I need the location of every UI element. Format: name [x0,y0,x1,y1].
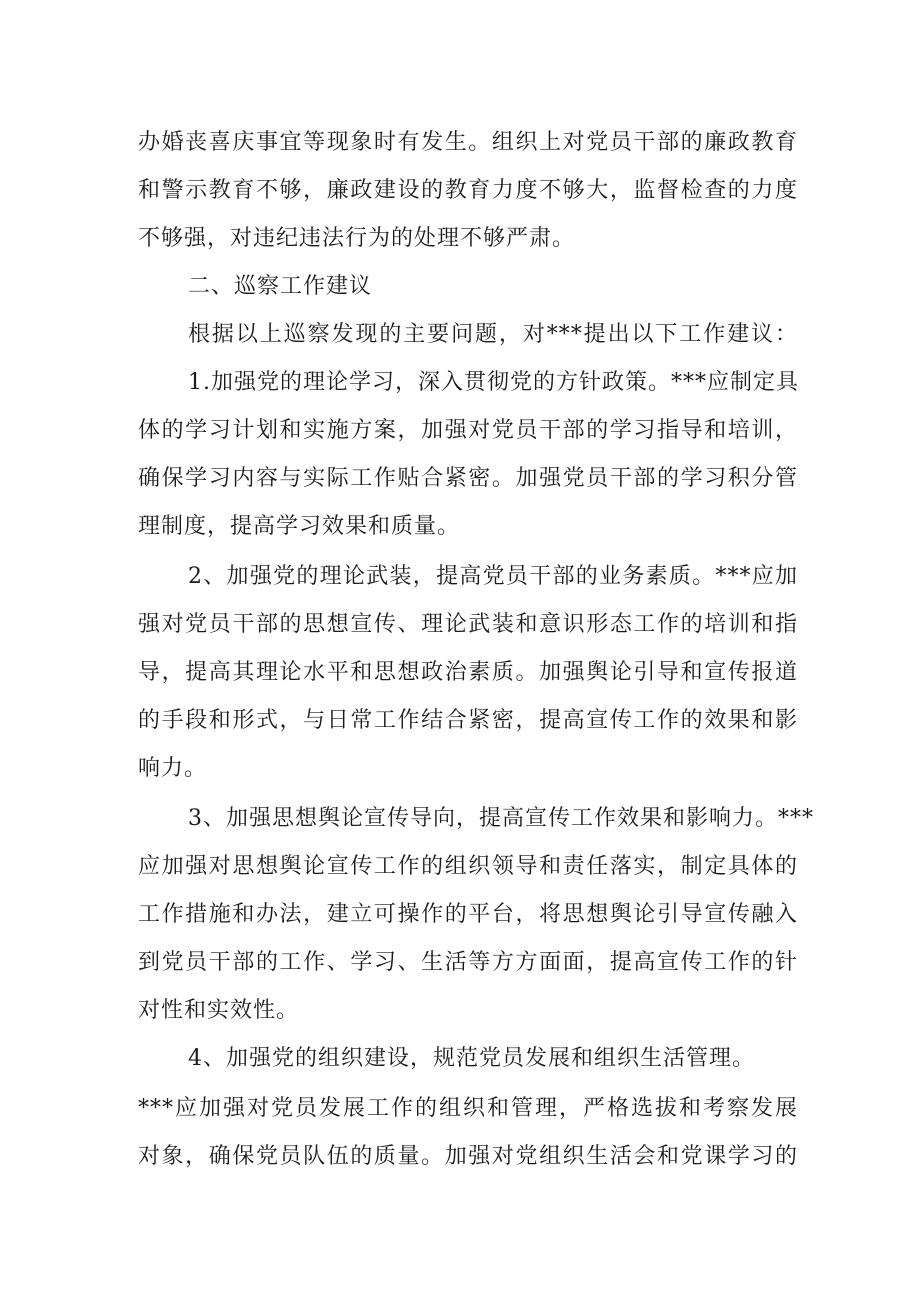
text-line: ***应加强对党员发展工作的组织和管理，严格选拔和考察发展 [138,1096,798,1121]
text-line: 办婚丧喜庆事宜等现象时有发生。组织上对党员干部的廉政教育 [138,130,798,155]
text-line: 4、加强党的组织建设，规范党员发展和组织生活管理。 [188,1046,755,1071]
text-line: 3、加强思想舆论宣传导向，提高宣传工作效果和影响力。*** [188,806,814,831]
text-line: 对象，确保党员队伍的质量。加强对党组织生活会和党课学习的 [138,1144,798,1169]
text-line: 不够强，对违纪违法行为的处理不够严肃。 [138,226,576,251]
section-heading: 二、巡察工作建议 [188,274,373,299]
text-line: 对性和实效性。 [138,998,300,1023]
text-line: 工作措施和办法，建立可操作的平台，将思想舆论引导宣传融入 [138,902,798,927]
text-line: 1.加强党的理论学习，深入贯彻党的方针政策。***应制定具 [188,370,799,395]
text-line: 2、加强党的理论武装，提高党员干部的业务素质。***应加 [188,564,798,589]
text-line: 体的学习计划和实施方案，加强对党员干部的学习指导和培训， [138,418,798,443]
text-line: 确保学习内容与实际工作贴合紧密。加强党员干部的学习积分管 [138,466,798,491]
text-line: 理制度，提高学习效果和质量。 [138,514,461,539]
text-line: 响力。 [138,756,208,781]
text-line: 根据以上巡察发现的主要问题，对***提出以下工作建议： [188,322,798,347]
text-line: 强对党员干部的思想宣传、理论武装和意识形态工作的培训和指 [138,612,798,637]
text-line: 到党员干部的工作、学习、生活等方方面面，提高宣传工作的针 [138,950,798,975]
text-line: 和警示教育不够，廉政建设的教育力度不够大，监督检查的力度 [138,178,798,203]
text-line: 的手段和形式，与日常工作结合紧密，提高宣传工作的效果和影 [138,708,798,733]
text-line: 应加强对思想舆论宣传工作的组织领导和责任落实，制定具体的 [138,854,798,879]
text-line: 导，提高其理论水平和思想政治素质。加强舆论引导和宣传报道 [138,660,798,685]
